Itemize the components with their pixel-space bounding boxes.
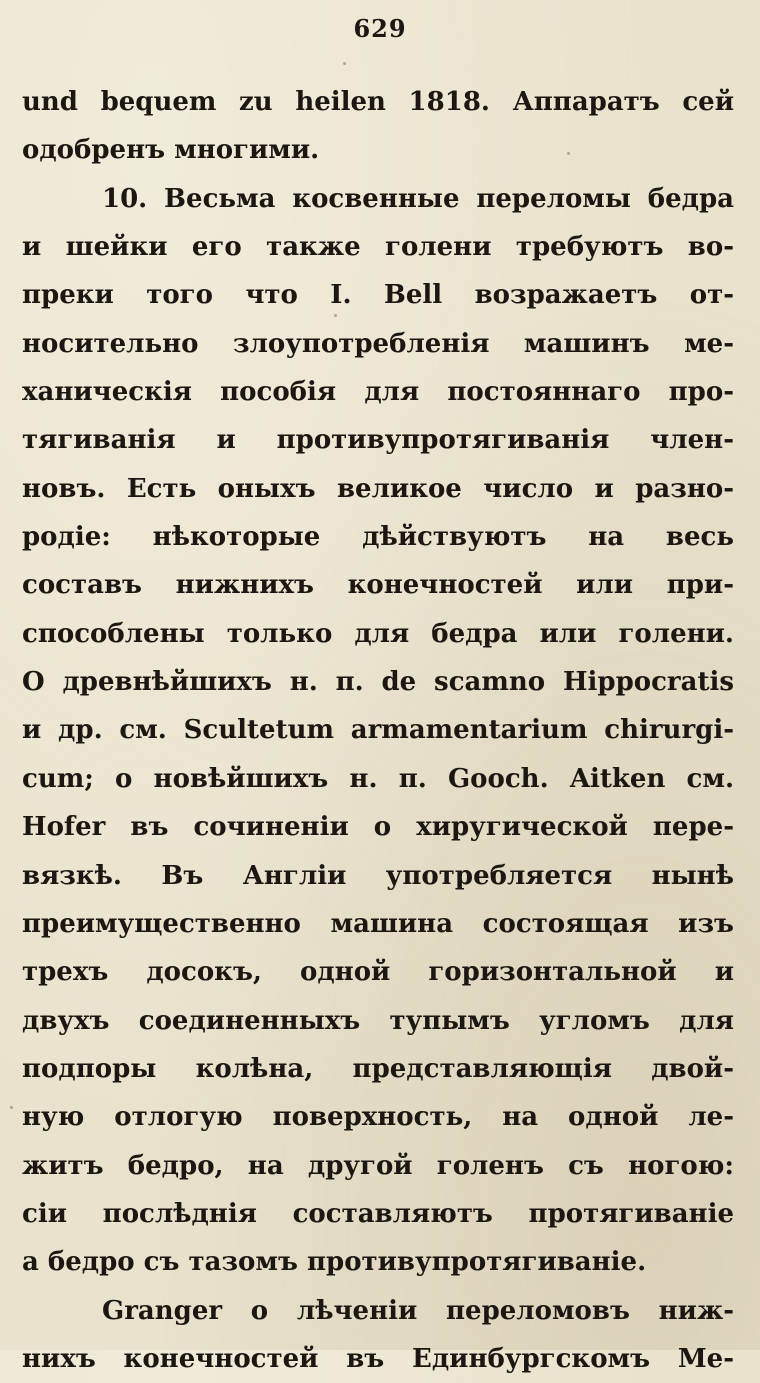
text-line: двухъ соединенныхъ тупымъ угломъ для: [22, 1005, 734, 1036]
text-line: Granger о лѣченіи переломовъ ниж-: [102, 1295, 734, 1326]
text-line: способлены только для бедра или голени.: [22, 618, 734, 649]
text-line: составъ нижнихъ конечностей или при-: [22, 570, 734, 601]
text-line: и др. см. Scultetum armamentarium chirurgi-: [22, 715, 734, 746]
text-line: нихъ конечностей въ Единбургскомъ Ме-: [22, 1343, 734, 1374]
text-line: Hofer въ сочиненіи о хиругической пере-: [22, 812, 734, 843]
paper-speck: [334, 314, 337, 317]
text-line: трехъ досокъ, одной горизонтальной и: [22, 957, 734, 988]
text-line: cum; о новѣйшихъ н. п. Gooch. Aitken см.: [22, 763, 734, 794]
text-line: преимущественно машина состоящая изъ: [22, 908, 734, 939]
text-line: вязкѣ. Въ Англіи употребляется нынѣ: [22, 860, 734, 891]
paper-speck: [343, 62, 346, 65]
text-line: сіи послѣднія составляютъ протягиваніе: [22, 1198, 734, 1229]
text-line: новъ. Есть оныхъ великое число и разно-: [22, 473, 734, 504]
paper-speck: [10, 1106, 13, 1109]
page-body-text: [22, 78, 734, 1383]
paper-speck: [567, 152, 570, 155]
text-line: родіе: нѣкоторые дѣйствуютъ на весь: [22, 522, 734, 553]
text-line: носительно злоупотребленія машинъ ме-: [22, 328, 734, 359]
text-line: житъ бедро, на другой голенъ съ ногою:: [22, 1150, 734, 1181]
page-number: 629: [353, 14, 407, 43]
text-line: подпоры колѣна, представляющія двой-: [22, 1053, 734, 1084]
text-line: О древнѣйшихъ н. п. de scamno Hippocratis: [22, 667, 734, 698]
text-line: тягиванія и противупротягиванія член-: [22, 425, 734, 456]
text-line: ную отлогую поверхность, на одной ле-: [22, 1102, 734, 1133]
text-line: одобренъ многими.: [22, 135, 320, 166]
text-line: и шейки его также голени требуютъ во-: [22, 232, 734, 263]
text-line: ханическія пособія для постояннаго про-: [22, 377, 734, 408]
text-line: а бедро съ тазомъ противупротягиваніе.: [22, 1247, 647, 1278]
text-line: und bequem zu heilen 1818. Аппаратъ сей: [22, 87, 734, 117]
text-line: преки того что I. Bell возражаетъ от-: [22, 280, 734, 311]
text-line: 10. Весьма косвенные переломы бедра: [102, 183, 734, 214]
